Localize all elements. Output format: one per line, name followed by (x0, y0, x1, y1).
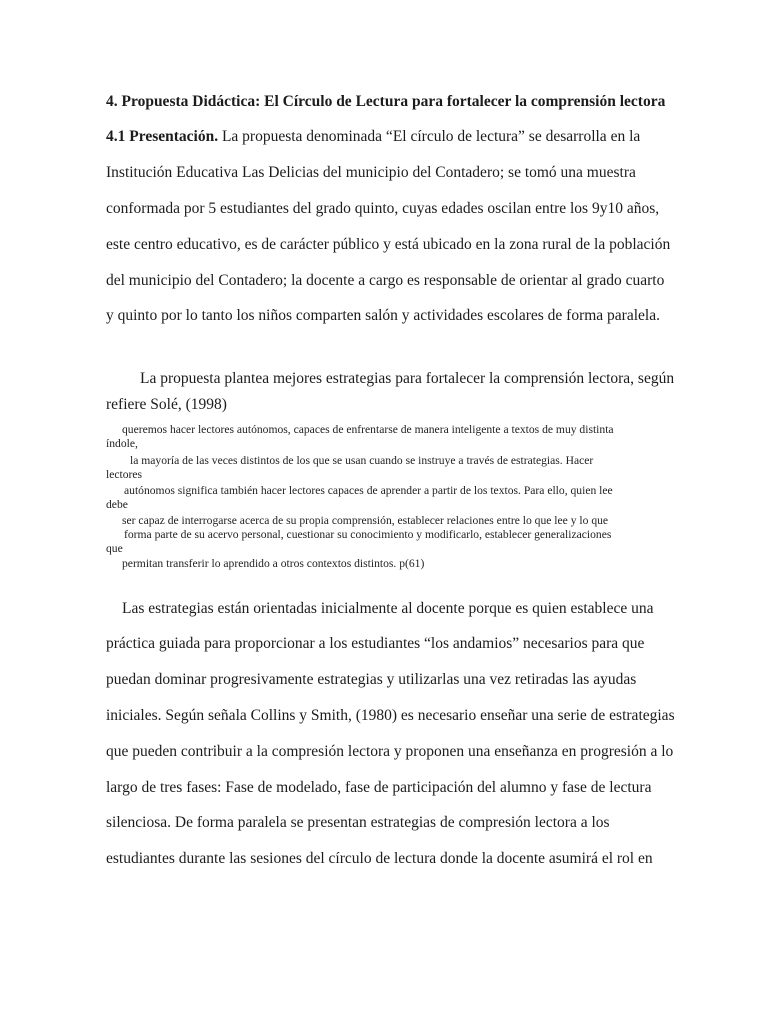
quote-line-10: permitan transferir lo aprendido a otros contextos distintos. p(61) (122, 557, 425, 570)
presentation-line-1 (106, 127, 640, 147)
presentation-label: 4.1 Presentación. (106, 128, 219, 145)
body-line-7: silenciosa. De forma paralela se presentan estrategias de compresión lectora a los (106, 814, 610, 831)
quote-line-1: queremos hacer lectores autónomos, capaces de enfrentarse de manera inteligente a textos de muy distinta (122, 423, 614, 436)
body-line-8: estudiantes durante las sesiones del círculo de lectura donde la docente asumirá el rol en (106, 850, 653, 867)
body-line-1: Las estrategias están orientadas inicialmente al docente porque es quien establece una (122, 600, 654, 617)
quote-line-5: autónomos significa también hacer lectores capaces de aprender a partir de los textos. Para ello, quien lee (124, 484, 613, 497)
quote-line-7: ser capaz de interrogarse acerca de su propia comprensión, establecer relaciones entre lo que lee y lo que (122, 514, 609, 527)
section-heading: 4. Propuesta Didáctica: El Círculo de Lectura para fortalecer la comprensión lectora (106, 93, 666, 110)
body-line-2: práctica guiada para proporcionar a los estudiantes “los andamios” necesarios para que (106, 635, 645, 652)
presentation-line-4: este centro educativo, es de carácter público y está ubicado en la zona rural de la población (106, 236, 671, 253)
presentation-line-6: y quinto por lo tanto los niños comparten salón y actividades escolares de forma paralela. (106, 307, 660, 324)
quote-line-8: forma parte de su acervo personal, cuestionar su conocimiento y modificarlo, establecer generalizaciones (124, 528, 612, 541)
presentation-line-5: del municipio del Contadero; la docente a cargo es responsable de orientar al grado cuarto (106, 272, 665, 289)
quote-line-6: debe (106, 498, 128, 511)
intro-line-1: La propuesta plantea mejores estrategias para fortalecer la comprensión lectora, según (140, 370, 675, 387)
quote-line-9: que (106, 542, 123, 555)
presentation-text: La propuesta denominada “El círculo de lectura” se desarrolla en la (218, 128, 641, 145)
body-line-4: iniciales. Según señala Collins y Smith, (1980) es necesario enseñar una serie de estrategias (106, 707, 675, 724)
body-line-3: puedan dominar progresivamente estrategias y utilizarlas una vez retiradas las ayudas (106, 671, 637, 688)
intro-line-2: refiere Solé, (1998) (106, 396, 227, 413)
presentation-line-2: Institución Educativa Las Delicias del municipio del Contadero; se tomó una muestra (106, 164, 636, 181)
body-line-5: que pueden contribuir a la compresión lectora y proponen una enseñanza en progresión a lo (106, 743, 674, 760)
quote-line-3: la mayoría de las veces distintos de los que se usan cuando se instruye a través de estrategias. Hacer (130, 454, 594, 467)
quote-line-2: índole, (106, 437, 138, 450)
quote-line-4: lectores (106, 468, 143, 481)
presentation-line-3: conformada por 5 estudiantes del grado quinto, cuyas edades oscilan entre los 9y10 años, (106, 200, 660, 217)
body-line-6: largo de tres fases: Fase de modelado, fase de participación del alumno y fase de lectura (106, 779, 652, 796)
